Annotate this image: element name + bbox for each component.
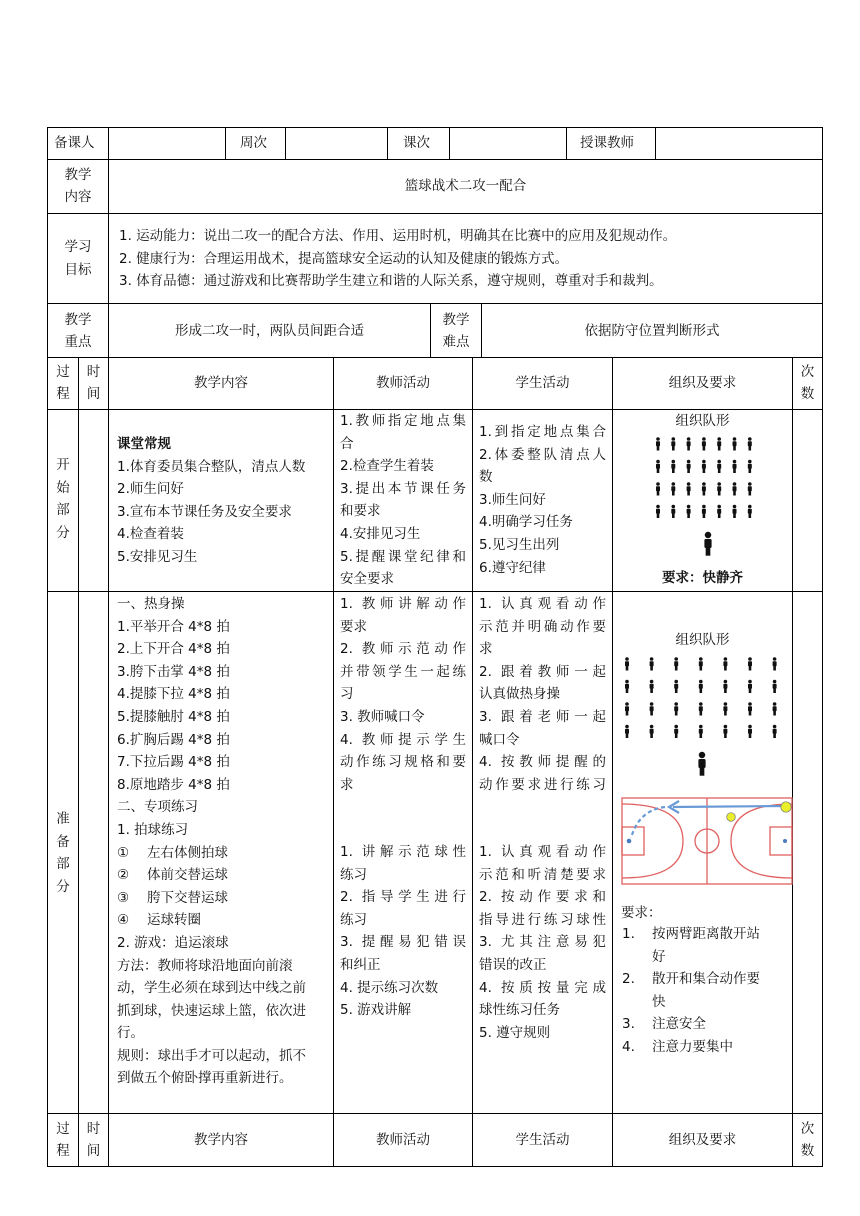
list-item: ③ 胯下交替运球	[117, 889, 228, 906]
col-teacher: 教师活动	[376, 375, 430, 391]
start-content-title: 课堂常规	[117, 436, 171, 452]
list-item: 3.宣布本节课任务及安全要求	[117, 503, 292, 520]
start-org-requirement: 要求：快静齐	[662, 570, 743, 586]
goals-label-1: 学习	[64, 239, 92, 255]
student-figure-icon	[687, 482, 691, 495]
difficulty-label-1: 教学	[442, 312, 470, 328]
student-figure-icon	[702, 482, 706, 495]
student-figure-icon	[699, 725, 703, 738]
student-figure-icon	[773, 725, 777, 738]
special-title: 二、专项练习	[117, 799, 198, 816]
content-value: 篮球战术二攻一配合	[404, 178, 527, 194]
student-figure-icon	[650, 725, 654, 738]
list-item: 1.体育委员集合整队，清点人数	[117, 458, 306, 475]
prep-student-a: 1. 认真观看动作 示范并明确动作要 求 2. 跟着教师一起 认真做热身操 3. 跟着老师一起 喊口令 4. 按教师提醒的 动作要求进行练习	[479, 596, 606, 793]
method-line: 行。	[117, 1025, 144, 1042]
student-figure-icon	[650, 702, 654, 715]
student-figure-icon	[702, 505, 706, 518]
col-process-2: 程	[56, 386, 70, 402]
student-figure-icon	[656, 437, 660, 450]
preparer-value-cell[interactable]	[109, 128, 225, 159]
difficulty-label-2: 难点	[442, 334, 470, 350]
col-count-2: 数	[800, 386, 815, 402]
student-figure-icon	[687, 505, 691, 518]
lesson-value-cell[interactable]	[450, 128, 566, 159]
game-title: 2. 游戏：追运滚球	[117, 934, 229, 951]
student-figure-icon	[671, 460, 675, 473]
right-key	[770, 827, 792, 855]
student-figure-icon	[748, 680, 752, 693]
student-figure-icon	[656, 460, 660, 473]
student-figure-icon	[687, 437, 691, 450]
keypoint-label-2: 重点	[64, 334, 92, 350]
student-figure-icon	[625, 725, 629, 738]
content-label-2: 内容	[64, 189, 92, 205]
start-teacher: 1.教师指定地点集 合 2.检查学生着装 3.提出本节课任务 和要求 4.安排见习生 5.提醒课堂纪律和 安全要求	[340, 413, 466, 588]
keypoint-label-1: 教学	[64, 312, 92, 328]
student-figure-icon	[733, 437, 737, 450]
keypoint-value: 形成二攻一时，两队员间距合适	[175, 323, 364, 339]
student-figure-icon	[717, 437, 721, 450]
list-item: 4.提膝下拉 4*8 拍	[117, 686, 230, 703]
student-figure-icon	[717, 505, 721, 518]
col-content: 教学内容	[194, 375, 248, 391]
student-figure-icon	[674, 680, 678, 693]
list-item: 1.平举开合 4*8 拍	[117, 618, 230, 635]
student-figure-icon	[723, 702, 727, 715]
prep-teacher-a: 1. 教师讲解动作 要求 2. 教师示范动作 并带领学生一起练 习 3. 教师喊口令 4. 教师提示学生 动作练习规格和要 求	[340, 596, 466, 793]
list-item: 2.师生问好	[117, 481, 184, 498]
col-org: 组织及要求	[668, 1132, 737, 1148]
list-item: 4. 注意力要集中	[622, 1038, 733, 1055]
method-line: 抓到球，快速运球上篮，依次进	[117, 1002, 306, 1019]
teacher-figure-icon	[704, 532, 711, 556]
student-figure-icon	[671, 505, 675, 518]
rules-line: 到做五个俯卧撑再重新进行。	[117, 1070, 293, 1087]
teacher-value-cell[interactable]	[656, 128, 822, 159]
col-count-1: 次	[800, 1121, 815, 1137]
list-item: 6.扩胸后踢 4*8 拍	[117, 731, 230, 748]
list-item: ② 体前交替运球	[117, 867, 228, 884]
rules-line: 规则：球出手才可以起动，抓不	[117, 1047, 306, 1064]
list-item: 7.下拉后踢 4*8 拍	[117, 754, 230, 771]
col-time-1: 时	[86, 364, 101, 380]
goal-item: 3. 体育品德：通过游戏和比赛帮助学生建立和谐的人际关系，遵守规则，尊重对手和裁判。	[119, 273, 663, 290]
list-item: 1. 按两臂距离散开站	[622, 926, 760, 942]
dribble-title: 1. 拍球练习	[117, 821, 189, 838]
player-dot	[627, 839, 632, 844]
student-figure-icon	[748, 460, 752, 473]
student-figure-icon	[650, 657, 654, 670]
prep-teacher-b: 1. 讲解示范球性 练习 2. 指导学生进行 练习 3. 提醒易犯错误 和纠正 4. 提示练习次数 5. 游戏讲解	[340, 844, 466, 1019]
student-figure-icon	[748, 482, 752, 495]
student-figure-icon	[702, 460, 706, 473]
student-figure-icon	[748, 505, 752, 518]
student-figure-icon	[723, 657, 727, 670]
col-student: 学生活动	[515, 1132, 570, 1148]
student-figure-icon	[723, 680, 727, 693]
prep-student-b: 1. 认真观看动作 示范和听清楚要求 2. 按动作要求和 指导进行练习球性 3. 尤其注意易犯 错误的改正 4. 按质按量完成 球性练习任务 5. 遵守规则	[479, 844, 606, 1041]
student-figure-icon	[674, 702, 678, 715]
student-figure-icon	[702, 437, 706, 450]
col-org: 组织及要求	[668, 375, 737, 391]
col-time-2: 间	[86, 1143, 101, 1159]
list-item: 2. 散开和集合动作要	[622, 971, 760, 988]
student-figure-icon	[656, 482, 660, 495]
prep-req-list: 1. 按两臂距离散开站 好 2. 散开和集合动作要 快 3. 注意安全 4. 注意力要集中	[622, 923, 760, 1059]
student-figure-icon	[773, 657, 777, 670]
start-org-title: 组织队形	[675, 413, 730, 429]
goal-item: 1. 运动能力：说出二攻一的配合方法、作用、运用时机，明确其在比赛中的应用及犯规动作。	[119, 228, 677, 244]
student-figure-icon	[625, 680, 629, 693]
col-time-2: 间	[86, 386, 101, 402]
student-figure-icon	[650, 680, 654, 693]
col-count-2: 数	[800, 1143, 815, 1159]
week-label: 周次	[240, 135, 267, 151]
court-diagram	[621, 796, 793, 888]
method-line: 方法：教师将球沿地面向前滚	[117, 957, 293, 974]
student-figure-icon	[699, 702, 703, 715]
list-item: 3. 注意安全	[622, 1016, 706, 1033]
week-value-cell[interactable]	[286, 128, 387, 159]
list-item: 5.提膝触肘 4*8 拍	[117, 708, 230, 725]
student-figure-icon	[748, 437, 752, 450]
lesson-label: 课次	[403, 135, 430, 151]
student-figure-icon	[674, 725, 678, 738]
student-figure-icon	[773, 702, 777, 715]
prep-org-title: 组织队形	[675, 632, 730, 648]
preparer-label: 备课人	[54, 135, 95, 151]
right-three-point-arc	[731, 804, 792, 878]
col-process-1: 过	[56, 1121, 70, 1137]
col-teacher: 教师活动	[376, 1132, 430, 1148]
student-figure-icon	[717, 482, 721, 495]
content-label-1: 教学	[64, 167, 92, 183]
student-figure-icon	[625, 702, 629, 715]
goals-label-2: 目标	[64, 262, 92, 278]
difficulty-value: 依据防守位置判断形式	[584, 323, 720, 339]
student-figure-icon	[773, 680, 777, 693]
list-item: 2.上下开合 4*8 拍	[117, 641, 230, 658]
col-student: 学生活动	[515, 375, 570, 391]
student-figure-icon	[699, 657, 703, 670]
col-count-1: 次	[800, 364, 815, 380]
warmup-title: 一、热身操	[117, 596, 185, 612]
col-content: 教学内容	[194, 1132, 248, 1148]
formation-diagram-prep	[618, 650, 788, 780]
teacher-label: 授课教师	[580, 135, 634, 151]
prep-process: 准 备 部 分	[56, 811, 70, 895]
student-figure-icon	[656, 505, 660, 518]
list-item: ④ 运球转圈	[117, 912, 201, 929]
student-figure-icon	[748, 702, 752, 715]
formation-diagram-start	[640, 430, 770, 560]
teacher-figure-icon	[698, 752, 705, 776]
student-figure-icon	[748, 657, 752, 670]
prep-content	[117, 593, 306, 1090]
list-item: 5.安排见习生	[117, 548, 198, 565]
list-item: 4.检查着装	[117, 526, 184, 543]
basket-dot	[783, 839, 787, 843]
student-figure-icon	[723, 725, 727, 738]
list-item: 3.胯下击掌 4*8 拍	[117, 663, 230, 680]
start-student: 1.到指定地点集合 2.体委整队清点人 数 3.师生问好 4.明确学习任务 5.见习生出列 6.遵守纪律	[479, 424, 606, 576]
col-time-1: 时	[86, 1121, 101, 1137]
list-item: 8.原地踏步 4*8 拍	[117, 776, 230, 793]
goals-list	[119, 225, 676, 293]
dribble-dashed-path	[631, 807, 665, 838]
ball-icon	[727, 813, 736, 822]
student-figure-icon	[733, 505, 737, 518]
student-figure-icon	[717, 460, 721, 473]
student-figure-icon	[625, 657, 629, 670]
student-figure-icon	[671, 482, 675, 495]
ball-icon	[781, 802, 791, 812]
goal-item: 2. 健康行为：合理运用战术，提高篮球安全运动的认知及健康的锻炼方式。	[119, 250, 569, 267]
list-item: ① 左右体侧拍球	[117, 844, 228, 861]
col-process-2: 程	[56, 1143, 70, 1159]
student-figure-icon	[699, 680, 703, 693]
roll-arrow-line	[673, 806, 785, 807]
start-process: 开 始 部 分	[56, 457, 70, 541]
col-process-1: 过	[56, 364, 70, 380]
method-line: 动，学生必须在球到达中线之前	[117, 980, 306, 997]
student-figure-icon	[687, 460, 691, 473]
student-figure-icon	[671, 437, 675, 450]
start-content	[117, 433, 305, 569]
student-figure-icon	[733, 460, 737, 473]
student-figure-icon	[748, 725, 752, 738]
student-figure-icon	[733, 482, 737, 495]
student-figure-icon	[674, 657, 678, 670]
prep-req-title: 要求：	[621, 905, 662, 921]
